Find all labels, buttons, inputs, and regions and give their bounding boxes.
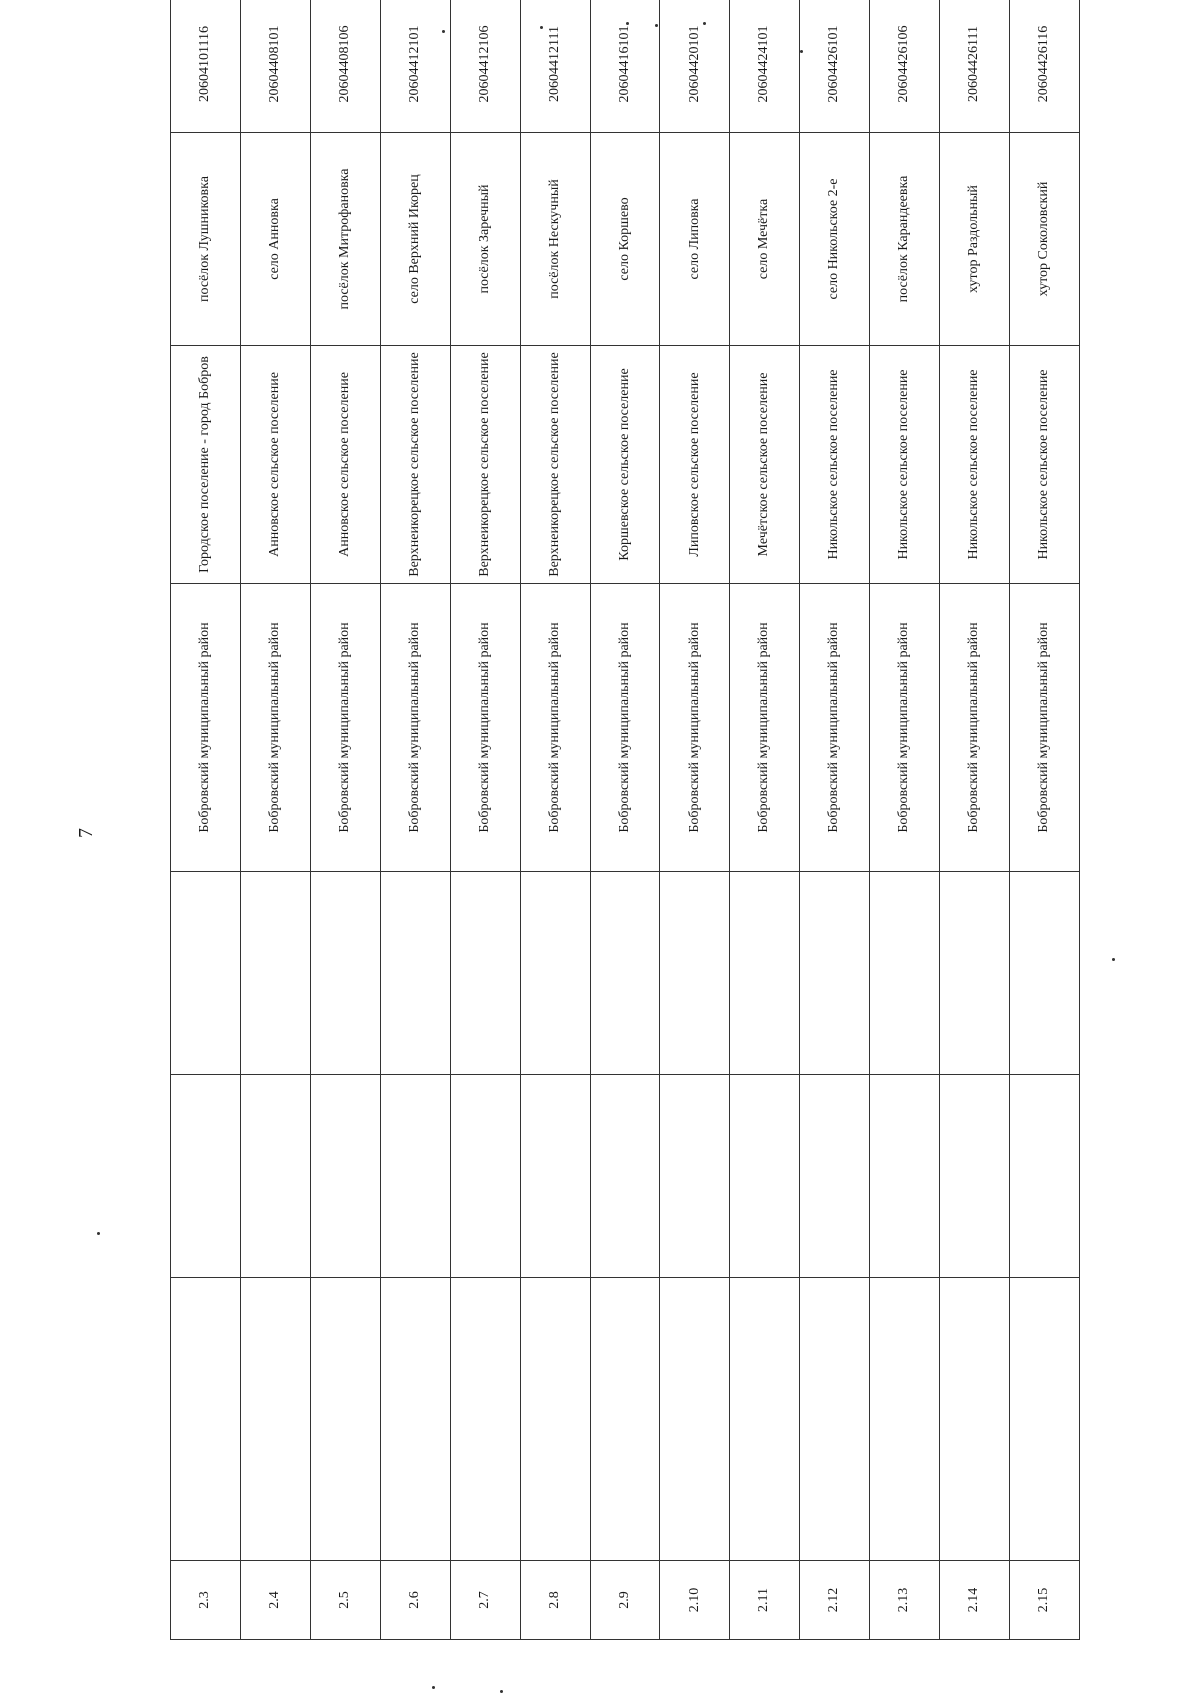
settlement-cell: Анновское сельское поселение (240, 346, 310, 584)
empty-cell (940, 1278, 1010, 1561)
district-cell: Бобровский муниципальный район (450, 584, 520, 872)
empty-cell (240, 1075, 310, 1278)
row-number: 2.14 (940, 1561, 1010, 1640)
settlements-table (170, 0, 1080, 1640)
locality-cell: посёлок Заречный (450, 133, 520, 346)
table-row (450, 0, 520, 1640)
empty-cell (520, 872, 590, 1075)
empty-cell (660, 1075, 730, 1278)
table-row (380, 0, 450, 1640)
oktmo-code-cell: 20604416101 (590, 0, 660, 133)
empty-cell (590, 1075, 660, 1278)
empty-cell (520, 1278, 590, 1561)
empty-cell (310, 1278, 380, 1561)
row-number: 2.10 (660, 1561, 730, 1640)
table-row (940, 0, 1010, 1640)
locality-cell: село Коршево (590, 133, 660, 346)
settlement-cell: Мечётское сельское поселение (730, 346, 800, 584)
oktmo-code-cell: 20604426106 (870, 0, 940, 133)
table-row (590, 0, 660, 1640)
settlement-cell: Никольское сельское поселение (870, 346, 940, 584)
settlement-cell: Верхнеикорецкое сельское поселение (450, 346, 520, 584)
empty-cell (1010, 1278, 1080, 1561)
empty-cell (310, 1075, 380, 1278)
table-row (870, 0, 940, 1640)
district-cell: Бобровский муниципальный район (870, 584, 940, 872)
district-cell: Бобровский муниципальный район (1010, 584, 1080, 872)
oktmo-code-cell: 20604426111 (940, 0, 1010, 133)
settlement-cell: Никольское сельское поселение (800, 346, 870, 584)
empty-cell (940, 1075, 1010, 1278)
locality-cell: село Верхний Икорец (380, 133, 450, 346)
empty-cell (240, 872, 310, 1075)
district-cell: Бобровский муниципальный район (730, 584, 800, 872)
table-row (240, 0, 310, 1640)
row-number: 2.6 (380, 1561, 450, 1640)
empty-cell (380, 1278, 450, 1561)
row-number: 2.5 (310, 1561, 380, 1640)
oktmo-code-cell: 20604412106 (450, 0, 520, 133)
row-number: 2.9 (590, 1561, 660, 1640)
row-number: 2.4 (240, 1561, 310, 1640)
locality-cell: село Липовка (660, 133, 730, 346)
empty-cell (730, 1278, 800, 1561)
table-row (520, 0, 590, 1640)
settlement-cell: Коршевское сельское поселение (590, 346, 660, 584)
empty-cell (660, 872, 730, 1075)
empty-cell (730, 1075, 800, 1278)
district-cell: Бобровский муниципальный район (171, 584, 241, 872)
locality-cell: посёлок Карандеевка (870, 133, 940, 346)
table-row (1010, 0, 1080, 1640)
oktmo-code-cell: 20604424101 (730, 0, 800, 133)
district-cell: Бобровский муниципальный район (310, 584, 380, 872)
settlement-cell: Липовское сельское поселение (660, 346, 730, 584)
empty-cell (380, 872, 450, 1075)
empty-cell (240, 1278, 310, 1561)
row-number: 2.3 (171, 1561, 241, 1640)
oktmo-code-cell: 20604101116 (171, 0, 241, 133)
empty-cell (590, 872, 660, 1075)
row-number: 2.7 (450, 1561, 520, 1640)
empty-cell (520, 1075, 590, 1278)
empty-cell (171, 872, 241, 1075)
page-number: 7 (75, 828, 97, 838)
district-cell: Бобровский муниципальный район (940, 584, 1010, 872)
empty-cell (380, 1075, 450, 1278)
empty-cell (450, 1075, 520, 1278)
settlements-table-wrapper (170, 25, 1080, 1640)
district-cell: Бобровский муниципальный район (520, 584, 590, 872)
empty-cell (171, 1278, 241, 1561)
settlement-cell: Верхнеикорецкое сельское поселение (380, 346, 450, 584)
row-number: 2.12 (800, 1561, 870, 1640)
empty-cell (940, 872, 1010, 1075)
empty-cell (870, 872, 940, 1075)
table-row (310, 0, 380, 1640)
district-cell: Бобровский муниципальный район (380, 584, 450, 872)
empty-cell (800, 872, 870, 1075)
oktmo-code-cell: 20604426101 (800, 0, 870, 133)
empty-cell (171, 1075, 241, 1278)
oktmo-code-cell: 20604420101 (660, 0, 730, 133)
oktmo-code-cell: 20604426116 (1010, 0, 1080, 133)
locality-cell: посёлок Нескучный (520, 133, 590, 346)
oktmo-code-cell: 20604412111 (520, 0, 590, 133)
empty-cell (590, 1278, 660, 1561)
settlement-cell: Верхнеикорецкое сельское поселение (520, 346, 590, 584)
locality-cell: хутор Раздольный (940, 133, 1010, 346)
settlement-cell: Городское поселение - город Бобров (171, 346, 241, 584)
row-number: 2.8 (520, 1561, 590, 1640)
row-number: 2.13 (870, 1561, 940, 1640)
district-cell: Бобровский муниципальный район (660, 584, 730, 872)
empty-cell (310, 872, 380, 1075)
locality-cell: посёлок Лушниковка (171, 133, 241, 346)
table-row (171, 0, 241, 1640)
empty-cell (450, 872, 520, 1075)
empty-cell (660, 1278, 730, 1561)
locality-cell: село Анновка (240, 133, 310, 346)
empty-cell (870, 1075, 940, 1278)
empty-cell (1010, 1075, 1080, 1278)
empty-cell (1010, 872, 1080, 1075)
locality-cell: село Мечётка (730, 133, 800, 346)
oktmo-code-cell: 20604408101 (240, 0, 310, 133)
empty-cell (800, 1075, 870, 1278)
settlement-cell: Никольское сельское поселение (1010, 346, 1080, 584)
empty-cell (450, 1278, 520, 1561)
locality-cell: посёлок Митрофановка (310, 133, 380, 346)
oktmo-code-cell: 20604412101 (380, 0, 450, 133)
empty-cell (730, 872, 800, 1075)
table-row (660, 0, 730, 1640)
settlement-cell: Никольское сельское поселение (940, 346, 1010, 584)
table-row (800, 0, 870, 1640)
empty-cell (870, 1278, 940, 1561)
table-body (171, 0, 1080, 1640)
district-cell: Бобровский муниципальный район (240, 584, 310, 872)
table-row (730, 0, 800, 1640)
empty-cell (800, 1278, 870, 1561)
row-number: 2.15 (1010, 1561, 1080, 1640)
locality-cell: село Никольское 2-е (800, 133, 870, 346)
oktmo-code-cell: 20604408106 (310, 0, 380, 133)
locality-cell: хутор Соколовский (1010, 133, 1080, 346)
settlement-cell: Анновское сельское поселение (310, 346, 380, 584)
district-cell: Бобровский муниципальный район (590, 584, 660, 872)
district-cell: Бобровский муниципальный район (800, 584, 870, 872)
row-number: 2.11 (730, 1561, 800, 1640)
